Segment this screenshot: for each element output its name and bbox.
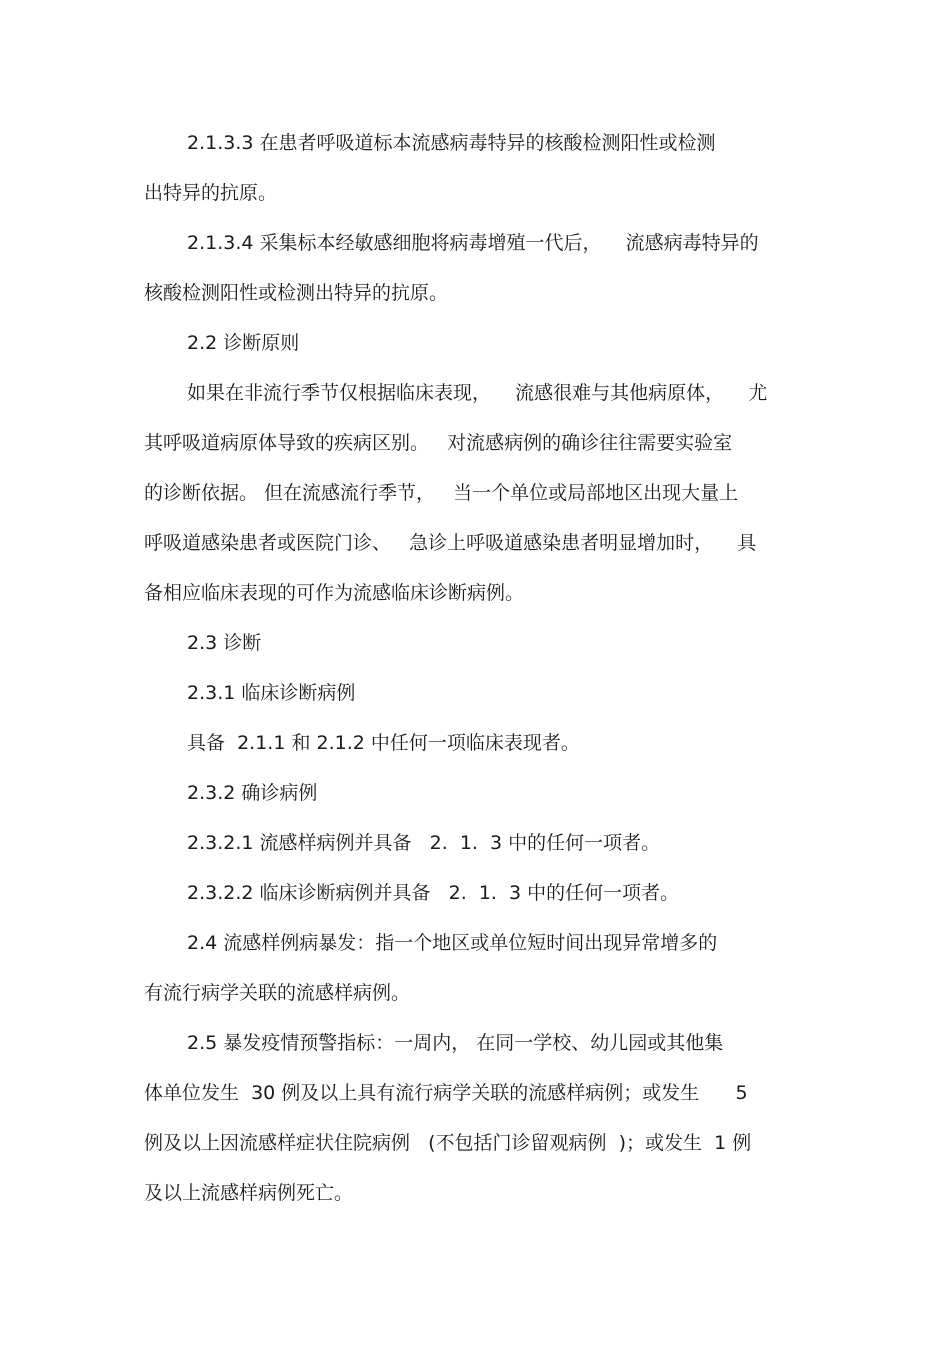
heading-2-3: 2.3 诊断	[187, 632, 262, 654]
para-2-5-line-4: 及以上流感样病例死亡。	[144, 1182, 354, 1204]
para-2-1-3-3-line-2: 出特异的抗原。	[144, 182, 278, 204]
para-principle-line-3: 的诊断依据。 但在流感流行季节， 当一个单位或局部地区出现大量上	[144, 482, 739, 504]
para-principle-line-5: 备相应临床表现的可作为流感临床诊断病例。	[144, 582, 525, 604]
para-2-3-2-2: 2.3.2.2 临床诊断病例并具备 2. 1. 3 中的任何一项者。	[187, 882, 680, 904]
para-2-4-line-2: 有流行病学关联的流感样病例。	[144, 982, 411, 1004]
para-2-1-3-4-line-2: 核酸检测阳性或检测出特异的抗原。	[144, 282, 449, 304]
para-2-4-line-1: 2.4 流感样例病暴发：指一个地区或单位短时间出现异常增多的	[187, 932, 718, 954]
para-2-5-line-2: 体单位发生 30 例及以上具有流行病学关联的流感样病例；或发生 5	[144, 1082, 748, 1104]
para-2-3-1: 具备 2.1.1 和 2.1.2 中任何一项临床表现者。	[187, 732, 580, 754]
heading-2-3-2: 2.3.2 确诊病例	[187, 782, 318, 804]
para-principle-line-4: 呼吸道感染患者或医院门诊、 急诊上呼吸道感染患者明显增加时， 具	[144, 532, 757, 554]
heading-2-3-1: 2.3.1 临床诊断病例	[187, 682, 356, 704]
para-2-3-2-1: 2.3.2.1 流感样病例并具备 2. 1. 3 中的任何一项者。	[187, 832, 661, 854]
heading-2-2: 2.2 诊断原则	[187, 332, 300, 354]
para-2-5-line-1: 2.5 暴发疫情预警指标：一周内， 在同一学校、幼儿园或其他集	[187, 1032, 724, 1054]
para-2-1-3-4-line-1: 2.1.3.4 采集标本经敏感细胞将病毒增殖一代后， 流感病毒特异的	[187, 232, 759, 254]
para-principle-line-1: 如果在非流行季节仅根据临床表现， 流感很难与其他病原体， 尤	[187, 382, 768, 404]
para-2-1-3-3-line-1: 2.1.3.3 在患者呼吸道标本流感病毒特异的核酸检测阳性或检测	[187, 132, 716, 154]
para-principle-line-2: 其呼吸道病原体导致的疾病区别。 对流感病例的确诊往往需要实验室	[144, 432, 733, 454]
para-2-5-line-3: 例及以上因流感样症状住院病例 (不包括门诊留观病例 )；或发生 1 例	[144, 1132, 752, 1154]
